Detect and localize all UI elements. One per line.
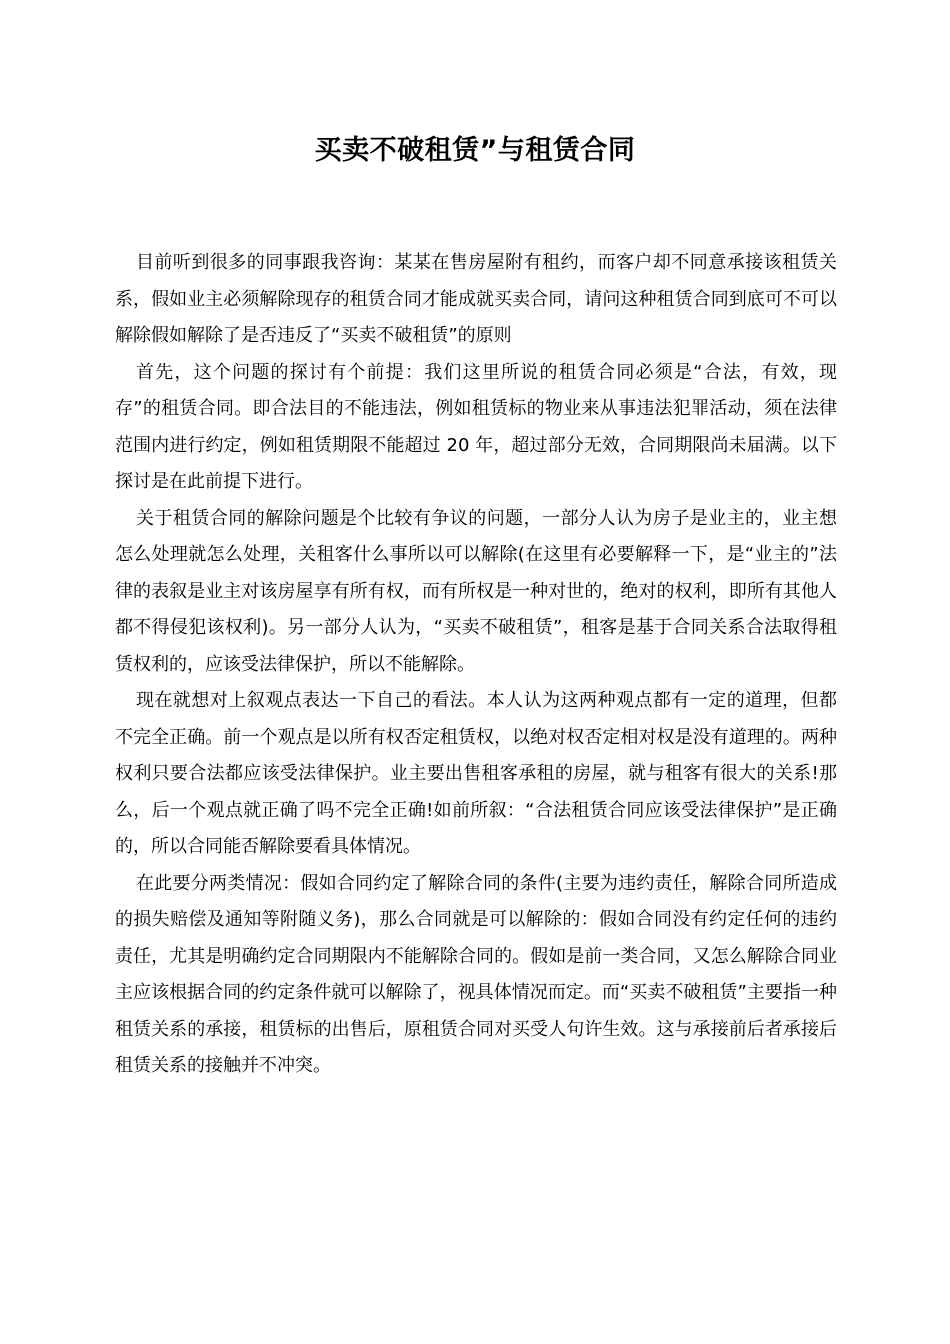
paragraph-5: 在此要分两类情况：假如合同约定了解除合同的条件(主要为违约责任，解除合同所造成的损失赔偿及通知等附随义务)，那么合同就是可以解除的：假如合同没有约定任何的违约责任，尤其是明确约定合同期限内不能解除合同的。假如是前一类合同，又怎么解除合同业主应该根据合同的约定条件就可以解除了，视具体情况而定。而“买卖不破租赁”主要指一种租赁关系的承接，租赁标的出售后，原租赁合同对买受人句许生效。这与承接前后者承接后租赁关系的接触并不冲突。 [115,872,837,1076]
document-body [115,245,837,1085]
document-title: 买卖不破租赁”与租赁合同 [314,135,636,166]
paragraph-1: 目前听到很多的同事跟我咨询：某某在售房屋附有租约，而客户却不同意承接该租赁关系，假如业主必须解除现存的租赁合同才能成就买卖合同，请问这种租赁合同到底可不可以解除假如解除了是否违反了“买卖不破租赁”的原则 [115,252,837,346]
paragraph-3: 关于租赁合同的解除问题是个比较有争议的问题，一部分人认为房子是业主的，业主想怎么处理就怎么处理，关租客什么事所以可以解除(在这里有必要解释一下，是“业主的”法律的表叙是业主对该房屋享有所有权，而有所权是一种对世的，绝对的权利，即所有其他人都不得侵犯该权利)。另一部分人认为，“买卖不破租赁”，租客是基于合同关系合法取得租赁权利的，应该受法律保护，所以不能解除。 [115,507,837,675]
paragraph-4: 现在就想对上叙观点表达一下自己的看法。本人认为这两种观点都有一定的道理，但都不完全正确。前一个观点是以所有权否定租赁权，以绝对权否定相对权是没有道理的。两种权利只要合法都应该受法律保护。业主要出售租客承租的房屋，就与租客有很大的关系!那么，后一个观点就正确了吗不完全正确!如前所叙：“合法租赁合同应该受法律保护”是正确的，所以合同能否解除要看具体情况。 [115,690,837,857]
paragraph-2: 首先，这个问题的探讨有个前提：我们这里所说的租赁合同必须是“合法，有效，现存”的租赁合同。即合法目的不能违法，例如租赁标的物业来从事违法犯罪活动，须在法律范围内进行约定，例如租赁期限不能超过 20 年，超过部分无效，合同期限尚未届满。以下探讨是在此前提下进行。 [115,361,837,492]
